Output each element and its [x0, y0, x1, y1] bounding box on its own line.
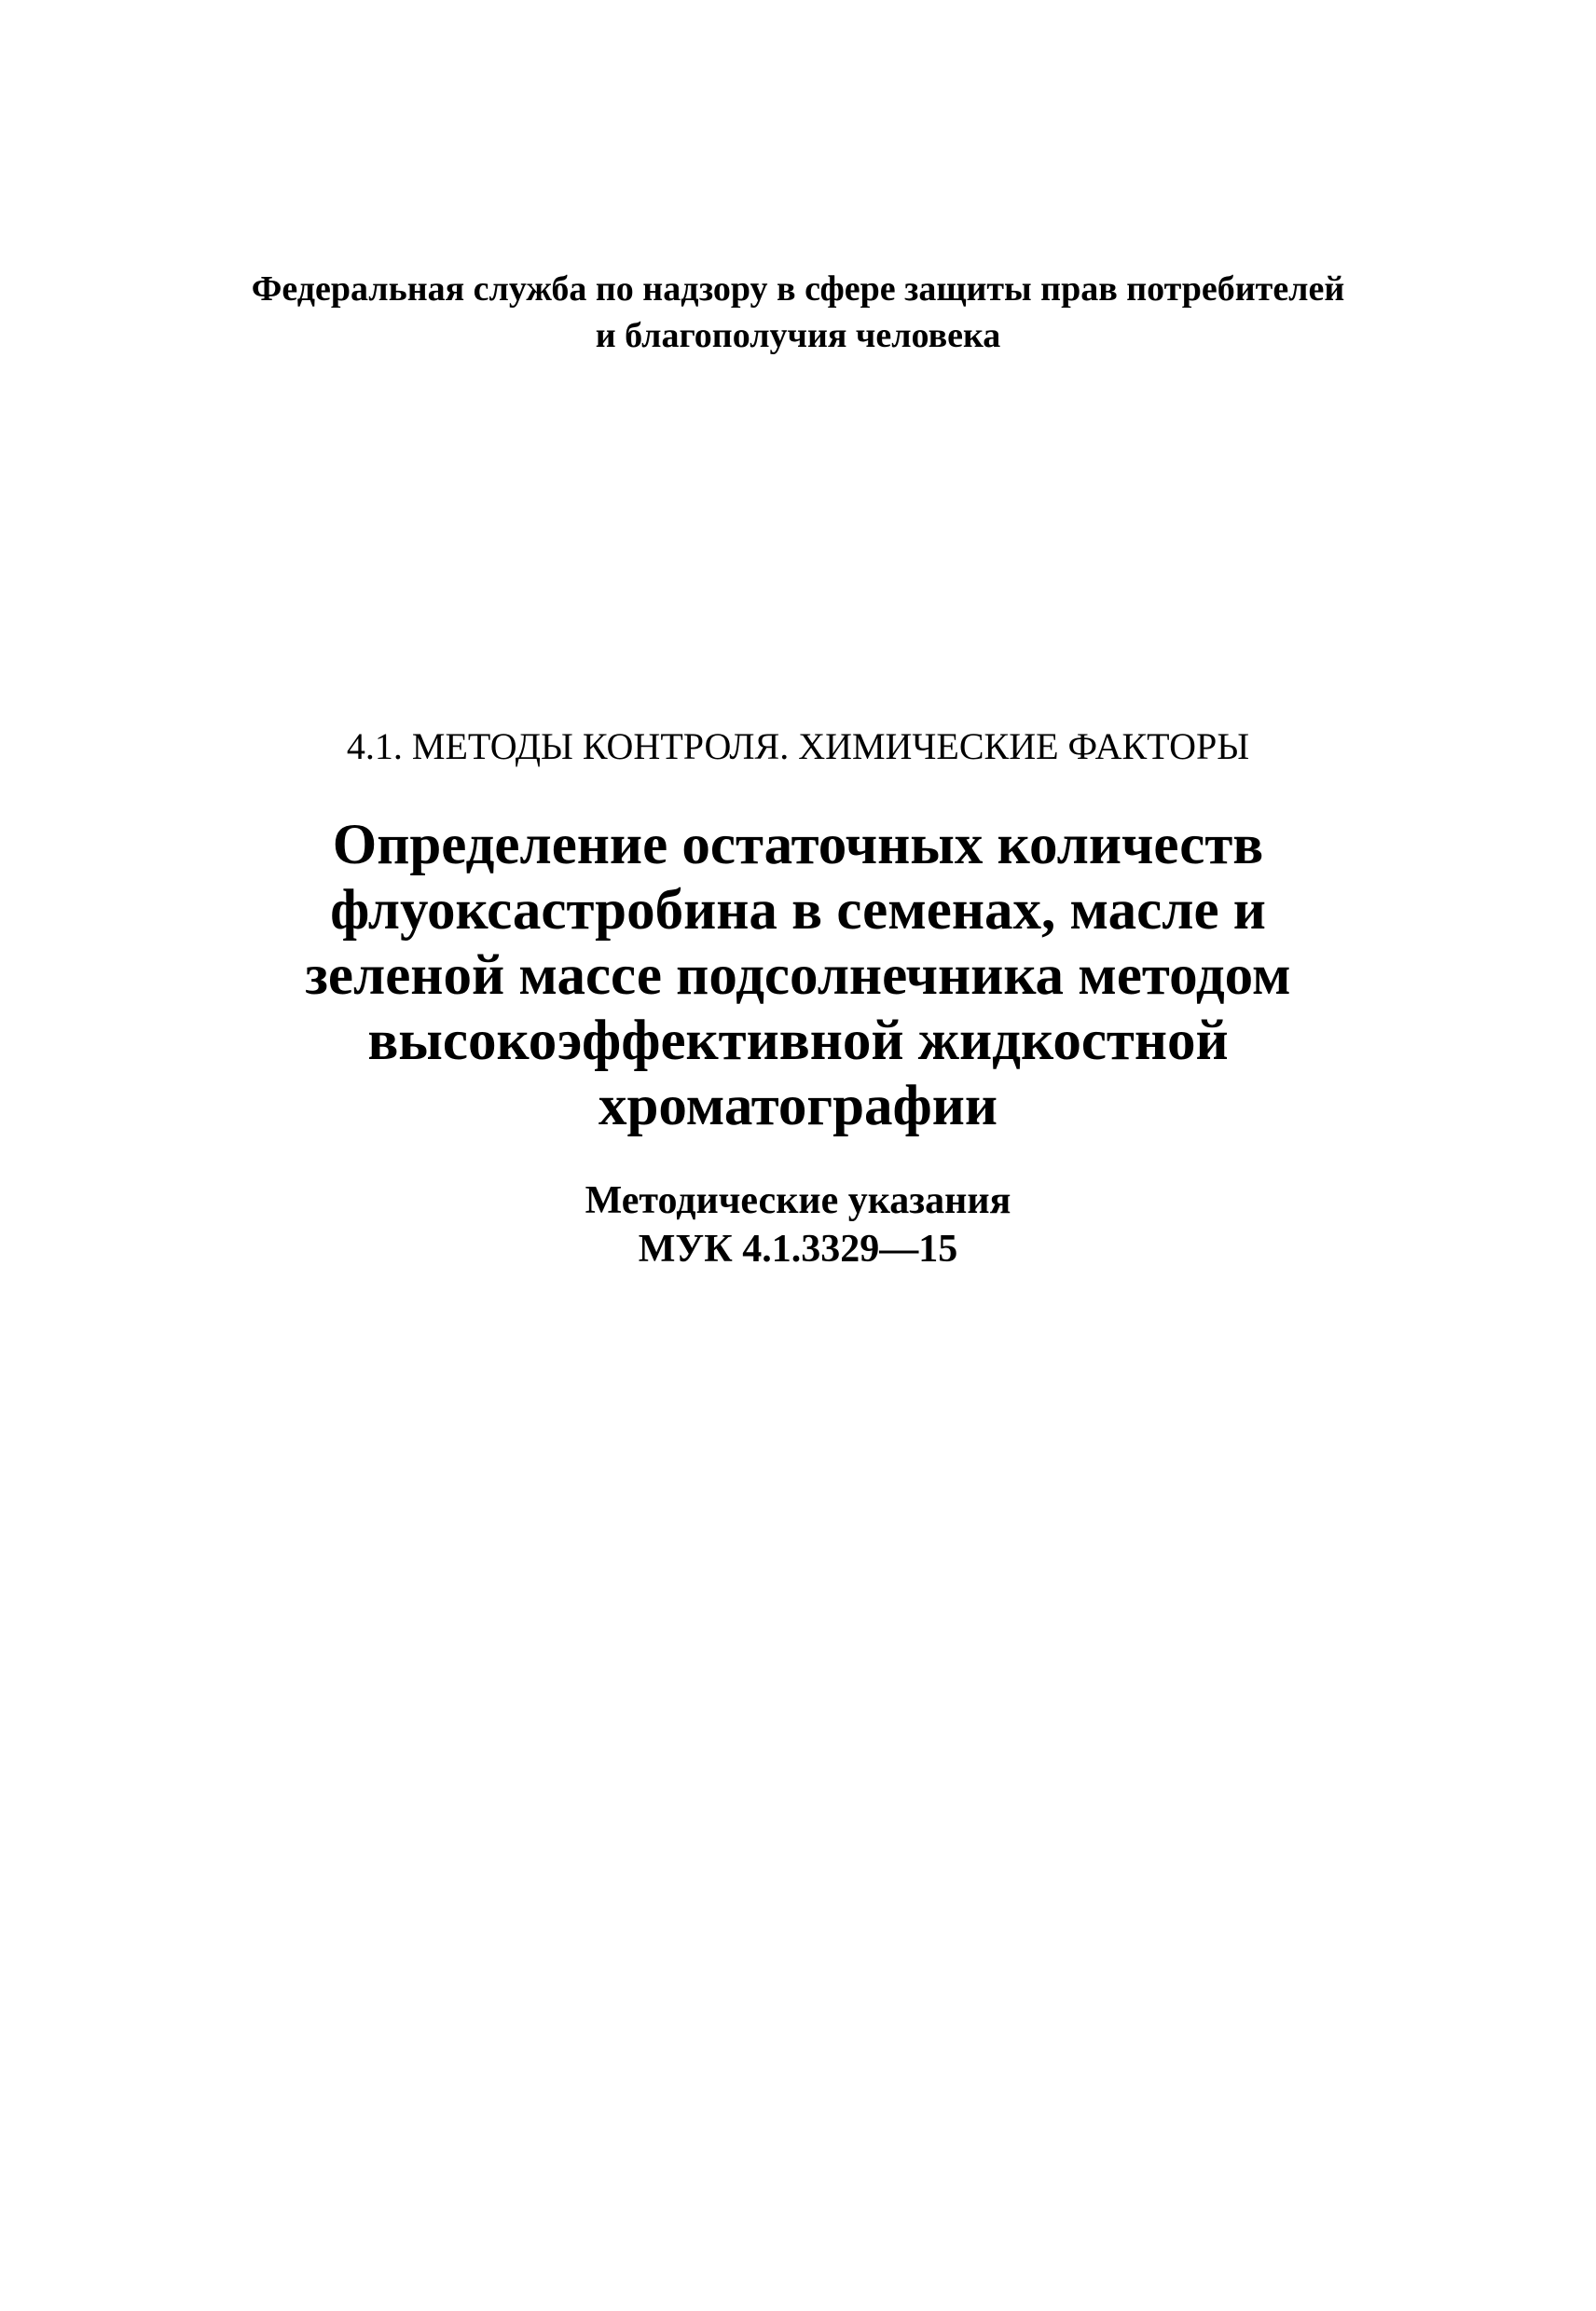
agency-name-line-2: и благополучия человека	[595, 316, 1001, 355]
title-line-1: Определение остаточных количеств	[332, 814, 1264, 876]
document-designation	[0, 1176, 1596, 1273]
document-number: МУК 4.1.3329—15	[638, 1228, 958, 1271]
agency-name-line-1: Федеральная служба по надзору в сфере защиты прав потребителей	[251, 269, 1345, 309]
agency-name	[0, 266, 1596, 359]
title-line-4: высокоэффективной жидкостной	[367, 1010, 1229, 1072]
title-line-5: хроматографии	[598, 1075, 998, 1137]
section-heading: 4.1. МЕТОДЫ КОНТРОЛЯ. ХИМИЧЕСКИЕ ФАКТОРЫ	[346, 725, 1250, 767]
title-line-3: зеленой массе подсолнечника методом	[305, 944, 1291, 1007]
title-line-2: флуоксастробина в семенах, масле и	[330, 879, 1266, 942]
document-title	[0, 813, 1596, 1139]
document-type: Методические указания	[585, 1179, 1011, 1222]
